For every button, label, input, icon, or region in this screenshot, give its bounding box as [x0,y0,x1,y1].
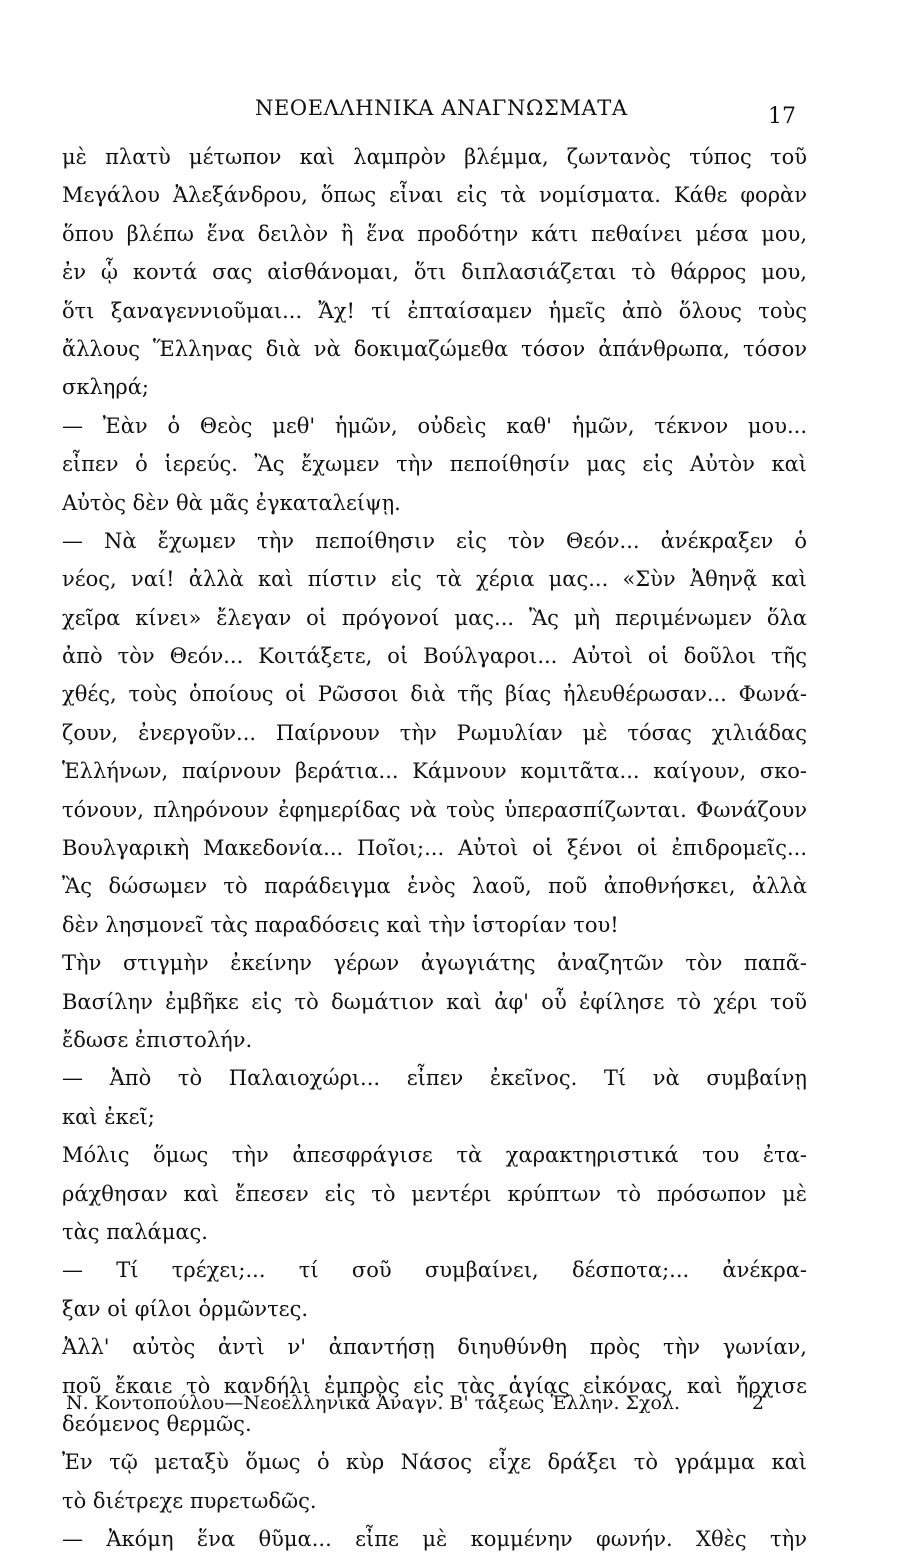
text-line: Ἂς δώσωμεν τὸ παράδειγμα ἑνὸς λαοῦ, ποῦ ἀποθνήσκει, ἀλλὰ [62,874,807,899]
page-number: 17 [768,104,796,129]
text-line: Ἀλλ' αὐτὸς ἀντὶ ν' ἀπαντήσῃ διηυθύνθη πρὸς τὴν γωνίαν, [62,1335,807,1360]
text-line: τὸ διέτρεχε πυρετωδῶς. [62,1488,317,1513]
text-line: δὲν λησμονεῖ τὰς παραδόσεις καὶ τὴν ἱστορίαν του! [62,912,619,937]
text-line: Αὐτὸς δὲν θὰ μᾶς ἐγκαταλείψῃ. [62,490,401,515]
text-line: νέος, ναί! ἀλλὰ καὶ πίστιν εἰς τὰ χέρια μας... «Σὺν Ἀθηνᾷ καὶ [62,567,807,592]
text-line: τόνουν, πληρόνουν ἐφημερίδας νὰ τοὺς ὑπερασπίζωνται. Φωνάζουν [62,797,807,822]
running-title: ΝΕΟΕΛΛΗΝΙΚΑ ΑΝΑΓΝΩΣΜΑΤΑ [255,96,628,120]
footer-signature-mark: 2 [751,1392,764,1414]
page-footer [66,1392,764,1414]
text-line: ὅπου βλέπω ἕνα δειλὸν ἢ ἕνα προδότην κάτι πεθαίνει μέσα μου, [62,221,807,246]
text-line: — Ἀπὸ τὸ Παλαιοχώρι... εἶπεν ἐκεῖνος. Τί νὰ συμβαίνῃ [62,1066,807,1091]
text-line: εἶπεν ὁ ἱερεύς. Ἂς ἔχωμεν τὴν πεποίθησίν μας εἰς Αὐτὸν καὶ [62,452,807,477]
text-line: ζουν, ἐνεργοῦν... Παίρνουν τὴν Ρωμυλίαν μὲ τόσας χιλιάδας [62,720,807,745]
text-line: — Ἐὰν ὁ Θεὸς μεθ' ἡμῶν, οὐδεὶς καθ' ἡμῶν, τέκνον μου... [62,413,807,438]
text-line: ἔδωσε ἐπιστολήν. [62,1027,253,1052]
text-line: Ἐν τῷ μεταξὺ ὅμως ὁ κὺρ Νάσος εἶχε δράξει τὸ γράμμα καὶ [62,1450,807,1475]
body-text [62,138,807,1558]
text-line: δεόμενος θερμῶς. [62,1411,252,1436]
text-line: ἀπὸ τὸν Θεόν... Κοιτάξετε, οἱ Βούλγαροι... Αὐτοὶ οἱ δοῦλοι τῆς [62,644,807,669]
text-line: Ἑλλήνων, παίρνουν βεράτια... Κάμνουν κομιτᾶτα... καίγουν, σκο- [62,759,807,784]
text-line: χθές, τοὺς ὁποίους οἱ Ρῶσσοι διὰ τῆς βίας ἠλευθέρωσαν... Φωνά- [62,682,807,707]
text-line: Τὴν στιγμὴν ἐκείνην γέρων ἀγωγιάτης ἀναζητῶν τὸν παπᾶ- [62,951,807,976]
text-line: Μεγάλου Ἀλεξάνδρου, ὅπως εἶναι εἰς τὰ νομίσματα. Κάθε φορὰν [62,183,807,208]
text-line: ράχθησαν καὶ ἔπεσεν εἰς τὸ μεντέρι κρύπτων τὸ πρόσωπον μὲ [62,1181,807,1206]
text-line: — Νὰ ἔχωμεν τὴν πεποίθησιν εἰς τὸν Θεόν... ἀνέκραξεν ὁ [62,528,807,553]
text-line: καὶ ἐκεῖ; [62,1104,155,1129]
text-line: ἄλλους Ἕλληνας διὰ νὰ δοκιμαζώμεθα τόσον ἀπάνθρωπα, τόσον [62,336,807,361]
text-line: — Τί τρέχει;... τί σοῦ συμβαίνει, δέσποτα;... ἀνέκρα- [62,1258,807,1283]
text-line: τὰς παλάμας. [62,1219,208,1244]
text-line: χεῖρα κίνει» ἔλεγαν οἱ πρόγονοί μας... Ἂς μὴ περιμένωμεν ὅλα [62,605,807,630]
text-line: ποῦ ἔκαιε τὸ κανδήλι ἐμπρὸς εἰς τὰς ἁγίας εἰκόνας, καὶ ἤρχισε [62,1373,807,1398]
text-line: Βασίλην ἐμβῆκε εἰς τὸ δωμάτιον καὶ ἀφ' οὗ ἐφίλησε τὸ χέρι τοῦ [62,989,807,1014]
footer-citation: Ν. Κοντοπούλου—Νεοελληνικὰ Ἀναγν. Β' τάξεως Ἑλλην. Σχολ. [66,1392,680,1414]
text-line: σκληρά; [62,375,149,400]
text-line: ξαν οἱ φίλοι ὁρμῶντες. [62,1296,309,1321]
text-line: Βουλγαρικὴ Μακεδονία... Ποῖοι;... Αὐτοὶ οἱ ξένοι οἱ ἐπιδρομεῖς... [62,836,807,861]
text-line: ὅτι ξαναγεννιοῦμαι... Ἄχ! τί ἐπταίσαμεν ἡμεῖς ἀπὸ ὅλους τοὺς [62,298,807,323]
text-line: ἐν ᾧ κοντά σας αἰσθάνομαι, ὅτι διπλασιάζεται τὸ θάρρος μου, [62,260,807,285]
text-line: Μόλις ὅμως τὴν ἀπεσφράγισε τὰ χαρακτηριστικά του ἐτα- [62,1143,807,1168]
text-line: μὲ πλατὺ μέτωπον καὶ λαμπρὸν βλέμμα, ζωντανὸς τύπος τοῦ [62,145,807,169]
text-line: — Ἀκόμη ἕνα θῦμα... εἶπε μὲ κομμένην φωνήν. Χθὲς τὴν [62,1527,807,1552]
